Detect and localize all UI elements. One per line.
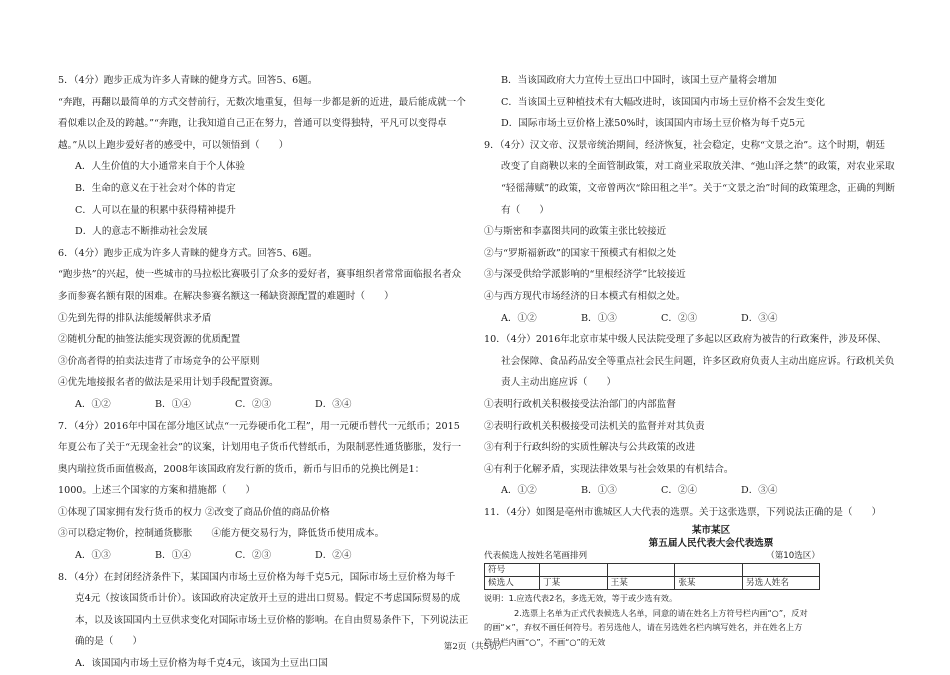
ballot-note: 的画“×”，弃权不画任何符号。若另选他人，请在另选姓名栏内填写姓名，并在姓名上方	[484, 622, 803, 633]
answer-option: D．③④	[315, 398, 352, 410]
text-line: A．人生价值的大小通常来自于个人体验	[75, 161, 246, 173]
answer-option: C．②④	[661, 485, 698, 497]
answer-option: A．①③	[75, 550, 111, 562]
text-line: ①体现了国家拥有发行货币的权力 ②改变了商品价值的商品价格	[58, 506, 330, 518]
answer-options	[58, 545, 470, 567]
text-line: 有（ ）	[501, 204, 549, 216]
text-line: 责人主动出庭应诉（ ）	[501, 377, 617, 389]
right-question-lines	[484, 70, 898, 523]
answer-option: B．①③	[581, 312, 617, 324]
text-line: 5．（4分）跑步正成为许多人青睐的健身方式。回答5、6题。	[58, 75, 318, 86]
ballot-candidate-row	[485, 577, 820, 590]
answer-option: D．③④	[741, 485, 778, 497]
text-line: D．国际市场土豆价格上涨50%时，该国国内市场土豆价格为每千克5元	[501, 118, 805, 130]
left-column	[58, 70, 470, 675]
ballot-figure	[484, 524, 898, 648]
text-line: ①与斯密和李嘉图共同的政策主张比较接近	[484, 226, 667, 238]
ballot-cell: 符号	[485, 564, 540, 577]
ballot-district-label: （第10选区）	[766, 551, 820, 562]
text-line: 11．（4分）如图是亳州市谯城区人大代表的选票。关于这张选票，下列说法正确的是（ ）	[484, 506, 882, 518]
page-footer: 第2页（共5页）	[443, 642, 507, 652]
ballot-cell: 候选人	[485, 577, 540, 590]
answer-option: B．①④	[155, 550, 191, 562]
text-line: 9．（4分）汉文帝、汉景帝统治期间，经济恢复，社会稳定，史称“文景之治”。这个时期，朝廷	[484, 139, 885, 151]
text-line: A．该国国内市场土豆价格为每千克4元，该国为土豆出口国	[75, 658, 328, 670]
text-line: D．人的意志不断推动社会发展	[75, 226, 208, 238]
text-line: 确的是（ ）	[75, 636, 143, 648]
text-line: B．当该国政府大力宣传土豆出口中国时，该国土豆产量将会增加	[501, 75, 777, 86]
text-line: “奔跑，再翻以最简单的方式交替前行，无数次地重复，但每一步都是新的近进，最后能成就一个	[58, 96, 466, 108]
ballot-cell	[675, 564, 743, 577]
text-line: ④与西方现代市场经济的日本模式有相似之处。	[484, 290, 686, 302]
answer-option: A．①②	[501, 312, 537, 324]
text-line: ③与深受供给学派影响的“里根经济学”比较接近	[484, 269, 686, 281]
answer-option: C．②③	[235, 550, 272, 562]
answer-option: D．②④	[315, 550, 352, 562]
answer-options	[484, 480, 898, 502]
answer-options	[58, 394, 470, 416]
text-line: 1000。上述三个国家的方案和措施都（ ）	[58, 485, 256, 497]
text-line: ②表明行政机关积极接受司法机关的监督并对其负责	[484, 420, 705, 432]
text-line: “跑步热”的兴起，使一些城市的马拉松比赛吸引了众多的爱好者，赛事组织者常常面临报名者众	[58, 269, 462, 281]
text-line: ④优先地接报名者的做法是采用计划手段配置资源。	[58, 377, 279, 389]
text-line: 奥内瑞拉货币面值极高，2008年该国政府发行新的货币，新币与旧币的兑换比例是1：	[58, 463, 425, 475]
text-line: ①表明行政机关积极接受法治部门的内部监督	[484, 398, 676, 410]
ballot-cell: 另选人姓名	[743, 577, 820, 590]
text-line: 7．（4分）2016年中国在部分地区试点“一元券硬币化工程”，用一元硬币替代一元纸币；2015	[58, 420, 460, 432]
answer-option: C．②③	[661, 312, 698, 324]
ballot-table	[484, 563, 820, 590]
text-line: 10．（4分）2016年北京市某中级人民法院受理了多起以区政府为被告的行政案件，涉及环保、	[484, 334, 887, 346]
answer-option: D．③④	[741, 312, 778, 324]
text-line: ④有利于化解矛盾，实现法律效果与社会效果的有机结合。	[484, 463, 734, 475]
answer-option: A．①②	[501, 485, 537, 497]
ballot-title-district: 某市某区	[691, 525, 731, 537]
answer-option: C．②③	[235, 398, 272, 410]
text-line: ③可以稳定物价，控制通货膨胀 ④能方便交易行为，降低货币使用成本。	[58, 528, 385, 540]
ballot-cell	[540, 564, 608, 577]
text-line: 多而参赛名额有限的困难。在解决参赛名额这一稀缺资源配置的难题时（ ）	[58, 290, 394, 302]
answer-option: A．①②	[75, 398, 111, 410]
text-line: 本，以及该国国内土豆供求变化对国际市场土豆价格的影响。在自由贸易条件下，下列说法正	[75, 614, 469, 626]
answer-options	[484, 308, 898, 330]
text-line: ②与“罗斯福新政”的国家干预模式有相似之处	[484, 247, 677, 259]
text-line: 克4元（按该国货币计价）。该国政府决定放开土豆的进出口贸易。假定不考虑国际贸易的成	[75, 593, 461, 605]
text-line: 社会保障、食品药品安全等重点社会民生问题，许多区政府负责人主动出庭应诉。行政机关负	[501, 355, 895, 367]
ballot-order-note: 代表候选人按姓名笔画排列	[484, 551, 588, 562]
text-line: 6．（4分）跑步正成为许多人青睐的健身方式。回答5、6题。	[58, 247, 318, 259]
ballot-cell	[607, 564, 675, 577]
ballot-note: 2.选票上名单为正式代表候选人名单，同意的请在姓名上方符号栏内画“○”，反对	[514, 607, 808, 618]
text-line: 越。”从以上跑步爱好者的感受中，可以领悟到（ ）	[58, 139, 289, 151]
right-column	[484, 70, 898, 648]
ballot-cell	[743, 564, 820, 577]
text-line: ③有利于行政纠纷的实质性解决与公共政策的改进	[484, 442, 696, 454]
ballot-note: 说明：1.应选代表2名，多选无效，等于或少选有效。	[484, 593, 678, 604]
text-line: 8．（4分）在封闭经济条件下，某国国内市场土豆价格为每千克5元，国际市场土豆价格为每千	[58, 571, 456, 583]
answer-option: B．①③	[581, 485, 617, 497]
text-line: C．当该国土豆种植技术有大幅改进时，该国国内市场土豆价格不会发生变化	[501, 96, 825, 108]
text-line: 看似难以企及的跨越。”“奔跑，让我知道自己正在努力，普通可以变得独特，平凡可以变得卓	[58, 118, 447, 130]
text-line: ①先到先得的排队法能缓解供求矛盾	[58, 312, 212, 324]
text-line: ③价高者得的拍卖法违背了市场竞争的公平原则	[58, 355, 260, 367]
text-line: C．人可以在量的积累中获得精神提升	[75, 204, 236, 216]
text-line: “轻徭薄赋”的政策，文帝曾两次“除田租之半”。关于“文景之治”时间的政策理念，正确的判断	[501, 182, 895, 194]
text-line: ②随机分配的抽签法能实现资源的优质配置	[58, 334, 241, 346]
answer-option: B．①④	[155, 398, 191, 410]
ballot-symbol-row	[485, 564, 820, 577]
ballot-cell: 丁某	[540, 577, 608, 590]
ballot-cell: 张某	[675, 577, 743, 590]
ballot-title-main: 第五届人民代表大会代表选票	[648, 538, 774, 550]
text-line: B．生命的意义在于社会对个体的肯定	[75, 182, 236, 194]
text-line: 改变了自商鞅以来的全面管制政策，对工商业采取放关津、“弛山泽之禁”的政策，对农业采取	[501, 161, 895, 173]
ballot-cell: 王某	[607, 577, 675, 590]
ballot-subheader	[484, 550, 820, 563]
text-line: 年夏公布了关于“无现金社会”的议案，计划用电子货币代替纸币，为限制恶性通货膨胀，发行一	[58, 442, 462, 454]
ballot-note: 符号栏内画“○”，不画“○”的无效	[484, 636, 606, 647]
